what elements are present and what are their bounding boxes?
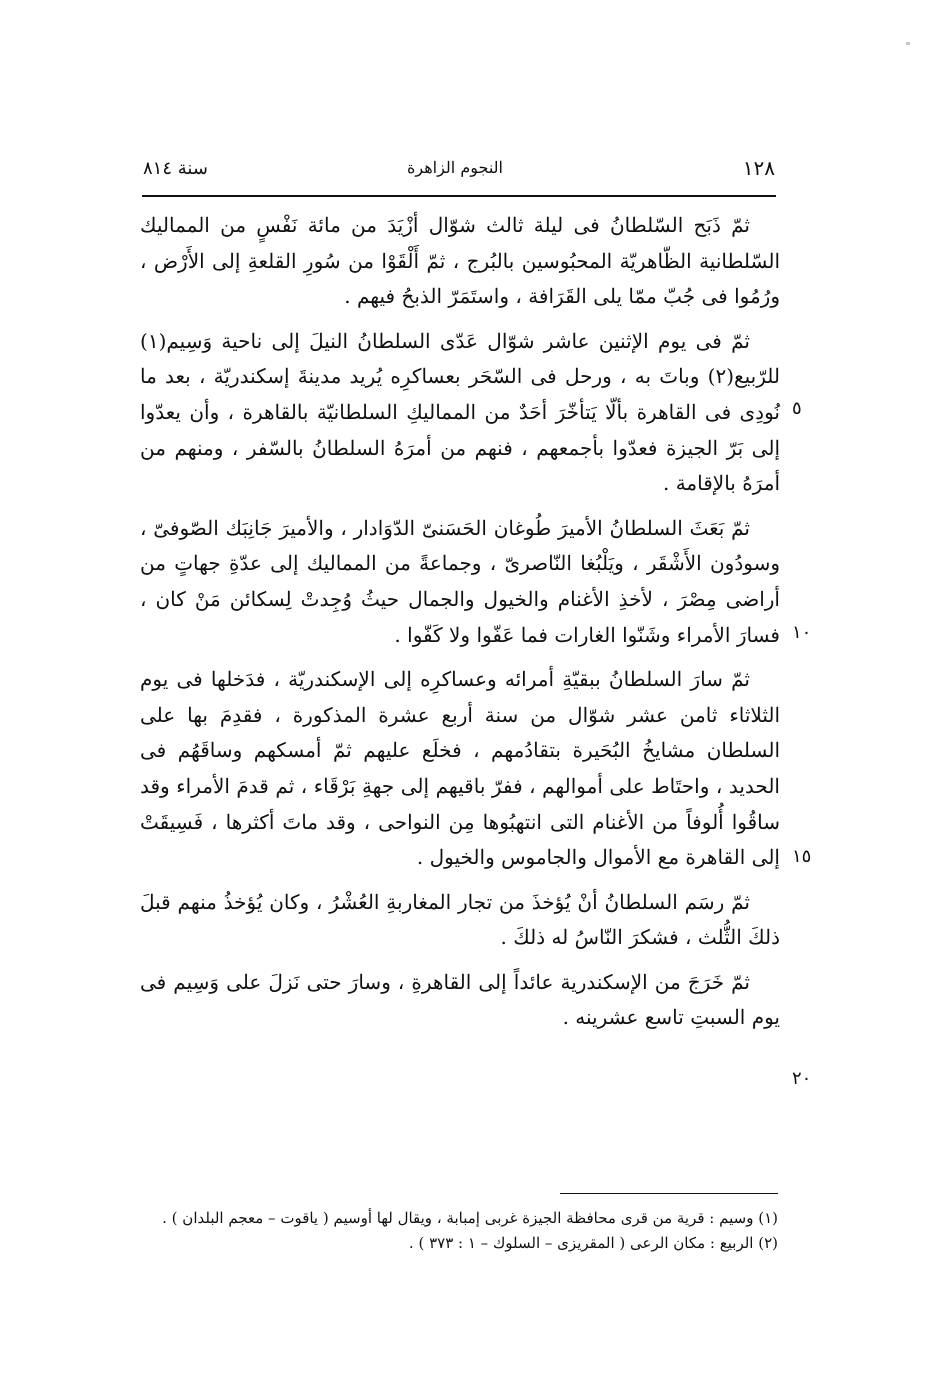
paragraph-4: ثمّ سارَ السلطانُ ببقيّةِ أمرائه وعساكرِه إلى الإسكندريّة ، فدَخلها فى يوم الثلاثاء ثامن عشر شوّال من سنة أربع عشرة المذكورة ، فقدِمَ بها على السلطان مشايخُ البُحَيرة بتقادُمهم ، فخلَع عليهم ثمّ أمسكهم وساقَهُم فى الحديد ، واحتَاط على أموالهم ، ففرّ باقيهم إلى جهةِ بَرْقَاء ، ثم قدمَ الأمراء وقد ساقُوا أُلوفاً من الأغنام التى انتهبُوها مِن النواحى ، وقد ماتَ أكثرها ، فَسِيقَتْ إلى القاهرة مع الأموال والجاموس والخيول . (140, 667, 780, 870)
line-number-20: ٢٠ (792, 1068, 812, 1089)
line-number-5: ٥ (792, 398, 802, 419)
page-header (135, 152, 775, 186)
paragraph-1: ثمّ ذَبَح السّلطانُ فى ليلة ثالث شوّال أزْيَدَ من مائة نَفْسٍ من المماليك السّلطانية الظّاهريّة المحبُوسين بالبُرج ، ثمّ أَلْقَوْا من سُورِ القلعةِ إلى الأَرْض ، ورُمُوا فى جُبّ ممّا يلى القَرَافة ، واستَمَرّ الذبحُ فيهم . (140, 213, 780, 309)
line-number-10: ١٠ (792, 622, 812, 643)
footnotes (140, 1206, 778, 1256)
page-number: ١٢٨ (742, 156, 775, 180)
header-rule (142, 195, 776, 197)
paragraph-3: ثمّ بَعَثَ السلطانُ الأميرَ طُوغان الحَسَنىّ الدّوَادار ، والأميرَ جَانِبَك الصّوفىّ ، وسودُون الأَشْقَر ، ويَلْبُغا النّاصرىّ ، وجماعةً من المماليك إلى عدّةِ جهاتٍ من أراضى مِصْرَ ، لأخذِ الأغنام والخيول والجمال حيثُ وُجِدتْ لِسكائن مَنْ كان ، فسارَ الأمراء وشَنّوا الغارات فما عَفّوا ولا كَفّوا . (140, 515, 780, 647)
paragraph-6: ثمّ خَرَجَ من الإسكندرية عائداً إلى القاهرةِ ، وسارَ حتى نَزلَ على وَسِيم فى يوم السبتِ تاسع عشرينه . (140, 969, 780, 1030)
footnote-2: (٢) الربيع : مكان الرعى ( المقريزى – السلوك – ١ : ٣٧٣ ) . (408, 1234, 778, 1252)
year-label: سنة ٨١٤ (143, 158, 208, 179)
footnote-1: (١) وسيم : قرية من قرى محافظة الجيزة غربى إمبابة ، ويقال لها أوسيم ( ياقوت – معجم البلدان ) . (162, 1209, 778, 1227)
line-number-15: ١٥ (792, 846, 812, 867)
paragraph-5: ثمّ رسَم السلطانُ أنْ يُؤخذَ من تجار المغاربةِ العُشْرُ ، وكان يُؤخذُ منهم قبلَ ذلكَ الثُّلث ، فشكرَ النّاسُ له ذلكَ . (140, 889, 780, 950)
running-title: النجوم الزاهرة (407, 158, 503, 177)
paragraph-2: ثمّ فى يوم الإثنين عاشر شوّال عَدّى السلطانُ النيلَ إلى ناحية وَسِيم(١) للرّبيع(٢) وباتَ به ، ورحل فى السّحَر بعساكرِه يُريد مدينةَ إسكندريّة ، بعد ما نُودِى فى القاهرة بألّا يَتأخّرَ أحَدٌ من المماليكِ السلطانيّة بالقاهرة ، وأن يعدّوا إلى بَرّ الجيزة فعدّوا بأجمعهم ، فنهم من أمرَهُ السلطانُ بالسّفر ، ومنهم من أمرَهُ بالإقامة . (140, 328, 780, 496)
footnote-rule (560, 1193, 778, 1194)
body-text (140, 208, 780, 1036)
scan-speck (906, 42, 910, 45)
